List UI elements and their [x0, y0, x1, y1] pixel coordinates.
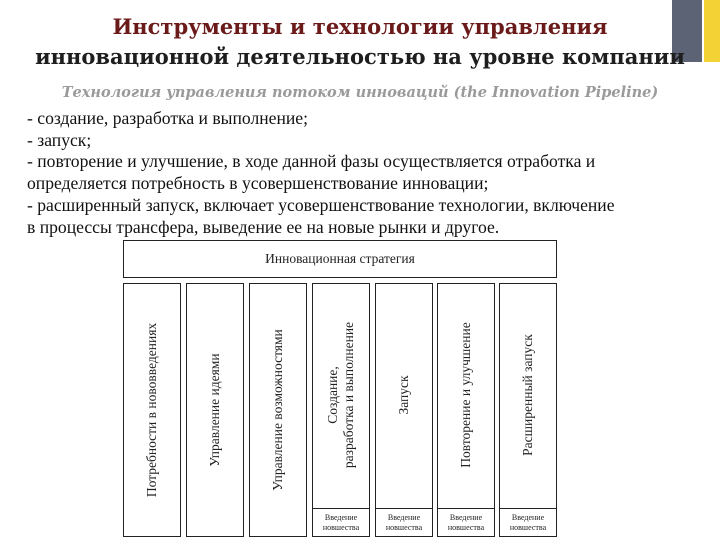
bullet-line: - повторение и улучшение, в ходе данной фазы осуществляется отработка и — [27, 151, 596, 172]
column-footer — [438, 508, 494, 536]
pipeline-column-needs — [123, 283, 181, 537]
column-footer-line: новшества — [385, 523, 423, 532]
pipeline-column-opportunity-management — [249, 283, 307, 537]
slide-title-line-2: инновационной деятельностью на уровне компании — [35, 44, 685, 69]
innovation-strategy-label: Инновационная стратегия — [265, 251, 415, 266]
column-label: Запуск — [396, 375, 411, 415]
bullet-line: в процессы трансфера, выведение ее на новые рынки и другое. — [27, 216, 500, 237]
column-label: Потребности в нововведениях — [144, 322, 159, 498]
column-footer-line: новшества — [509, 523, 547, 532]
column-footer-line: новшества — [447, 523, 485, 532]
column-label: Повторение и улучшение — [458, 322, 473, 468]
pipeline-column-idea-management — [186, 283, 244, 537]
column-footer-line: Введение — [511, 513, 545, 522]
pipeline-column-launch — [375, 283, 433, 537]
pipeline-column-extended-launch — [499, 283, 557, 537]
column-footer — [313, 508, 369, 536]
bullet-line: - создание, разработка и выполнение; — [27, 108, 309, 128]
slide-subtitle: Технология управления потоком инноваций (the Innovation Pipeline) — [61, 84, 659, 101]
column-label-line: Создание, — [325, 366, 340, 424]
bullet-list — [27, 108, 707, 238]
innovation-strategy-box — [123, 240, 557, 278]
column-footer-line: Введение — [387, 513, 421, 522]
column-label: Расширенный запуск — [520, 334, 535, 456]
column-label: Управление возможностями — [270, 329, 285, 491]
column-footer — [376, 508, 432, 536]
bullet-line: определяется потребность в усовершенствование инновации; — [27, 173, 489, 194]
column-footer — [500, 508, 556, 536]
bullet-line: - расширенный запуск, включает усовершенствование технологии, включение — [27, 194, 615, 215]
pipeline-column-creation — [312, 283, 370, 537]
column-footer-line: Введение — [449, 513, 483, 522]
bullet-line: - запуск; — [27, 129, 92, 150]
column-footer-line: Введение — [324, 513, 358, 522]
column-label — [325, 322, 357, 468]
slide-title-line-1: Инструменты и технологии управления — [112, 14, 608, 39]
pipeline-column-repeat-improve — [437, 283, 495, 537]
column-label-line: разработка и выполнение — [341, 321, 356, 468]
column-footer-line: новшества — [322, 523, 360, 532]
column-label: Управление идеями — [207, 353, 222, 467]
